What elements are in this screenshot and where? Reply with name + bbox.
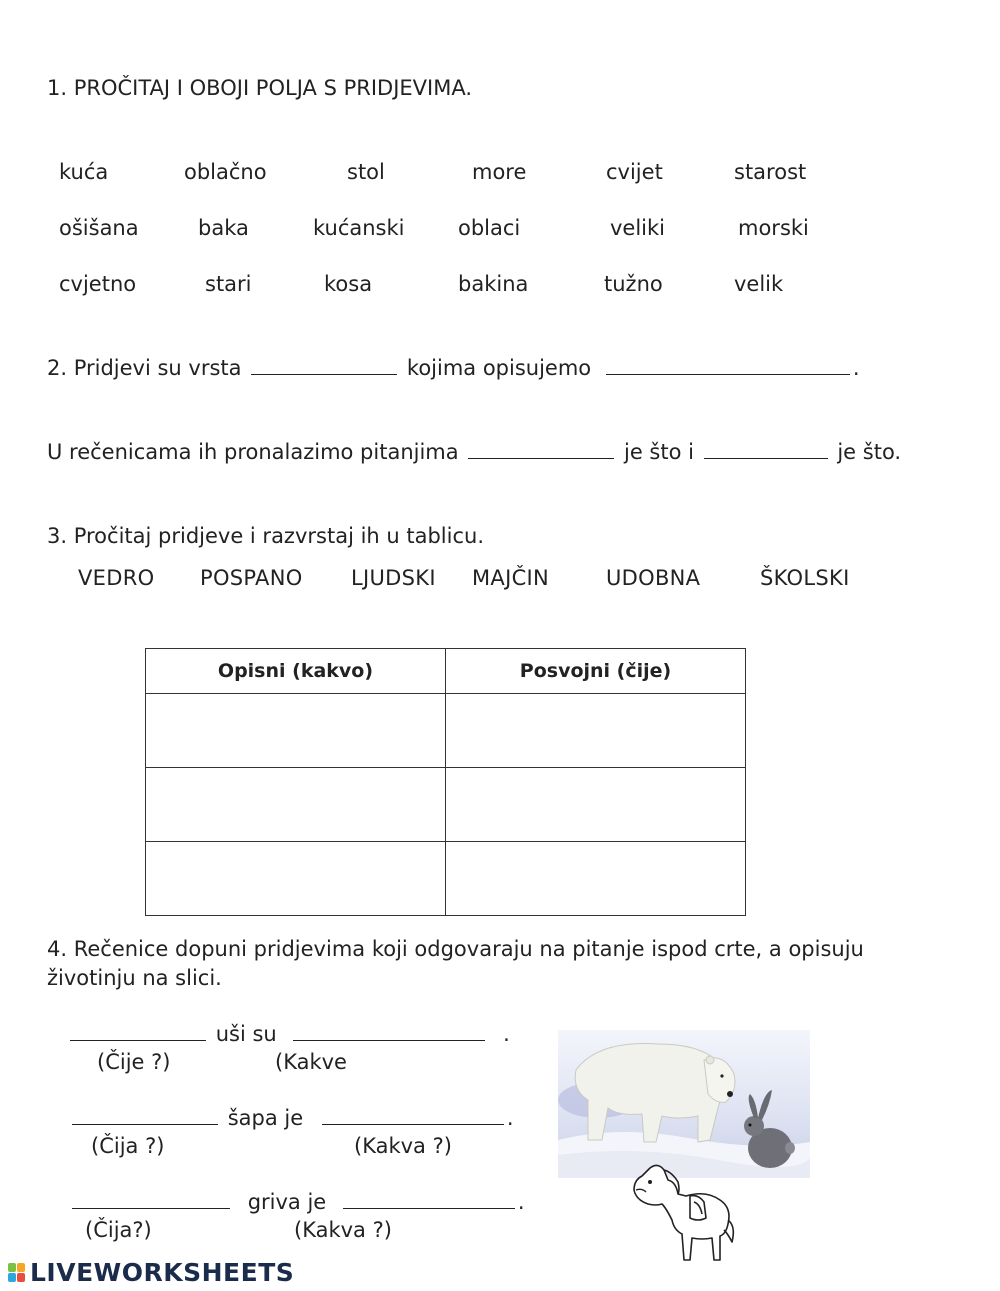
task2-line1-text-b: kojima opisujemo [406, 356, 592, 380]
question-hint: (Čija ?) [91, 1134, 165, 1158]
word-cell[interactable]: kućanski [313, 216, 405, 240]
word-cell[interactable]: kuća [59, 160, 109, 184]
word-cell[interactable]: cvijet [606, 160, 663, 184]
logo-mark-icon [8, 1263, 26, 1283]
task4-sentence-2 [72, 1106, 514, 1130]
table-answer-cell[interactable] [446, 694, 746, 768]
answer-blank[interactable] [251, 356, 397, 375]
polar-bear-icon [575, 1044, 735, 1142]
answer-blank[interactable] [70, 1022, 206, 1041]
sort-word: LJUDSKI [351, 566, 436, 590]
word-cell[interactable]: veliki [610, 216, 666, 240]
table-header-row [146, 649, 746, 694]
answer-blank[interactable] [293, 1022, 485, 1041]
task4-sentence-3 [72, 1190, 525, 1214]
sort-word: POSPANO [200, 566, 303, 590]
sort-table [145, 648, 746, 916]
horse-image [628, 1160, 738, 1268]
task4-sentence-1 [70, 1022, 510, 1046]
task2-line1 [47, 356, 860, 380]
table-answer-cell[interactable] [446, 768, 746, 842]
answer-blank[interactable] [322, 1106, 504, 1125]
word-cell[interactable]: baka [198, 216, 249, 240]
task4-title-line1: 4. Rečenice dopuni pridjevima koji odgovaraju na pitanje ispod crte, a opisuju [47, 937, 864, 961]
question-hint: (Kakve [275, 1050, 347, 1074]
liveworksheets-logo [8, 1258, 294, 1287]
task3-title: 3. Pročitaj pridjeve i razvrstaj ih u tablicu. [47, 524, 485, 548]
table-header-possessive: Posvojni (čije) [446, 649, 746, 694]
answer-blank[interactable] [72, 1190, 230, 1209]
question-hint: (Kakva ?) [294, 1218, 392, 1242]
question-hint: (Čije ?) [97, 1050, 171, 1074]
task1-title: 1. PROČITAJ I OBOJI POLJA S PRIDJEVIMA. [47, 76, 473, 100]
task2-line1-text-a: 2. Pridjevi su vrsta [47, 356, 242, 380]
word-cell[interactable]: stol [347, 160, 385, 184]
answer-blank[interactable] [468, 440, 614, 459]
table-header-descriptive: Opisni (kakvo) [146, 649, 446, 694]
word-cell[interactable]: oblačno [184, 160, 267, 184]
word-cell[interactable]: stari [205, 272, 252, 296]
table-row [146, 842, 746, 916]
word-cell[interactable]: oblaci [458, 216, 521, 240]
task4-title-line2: životinju na slici. [47, 966, 222, 990]
question-hint: (Kakva ?) [354, 1134, 452, 1158]
task2-line2-text-a: U rečenicama ih pronalazimo pitanjima [47, 440, 459, 464]
word-cell[interactable]: kosa [324, 272, 373, 296]
task2-line1-end: . [852, 356, 860, 380]
word-cell[interactable]: velik [734, 272, 784, 296]
sort-word: MAJČIN [472, 566, 550, 590]
sort-word: UDOBNA [606, 566, 701, 590]
table-answer-cell[interactable] [146, 842, 446, 916]
table-answer-cell[interactable] [146, 768, 446, 842]
task2-line2-text-c: je što. [837, 440, 902, 464]
sentence-word: griva je [247, 1190, 327, 1214]
sentence-word: uši su [215, 1022, 277, 1046]
word-cell[interactable]: cvjetno [59, 272, 137, 296]
sentence-word: šapa je [227, 1106, 304, 1130]
answer-blank[interactable] [343, 1190, 515, 1209]
word-cell[interactable]: ošišana [59, 216, 139, 240]
answer-blank[interactable] [72, 1106, 218, 1125]
answer-blank[interactable] [606, 356, 850, 375]
word-cell[interactable]: starost [734, 160, 807, 184]
horse-icon [634, 1165, 733, 1260]
sentence-end: . [506, 1106, 514, 1130]
table-answer-cell[interactable] [446, 842, 746, 916]
sort-word: VEDRO [78, 566, 155, 590]
table-answer-cell[interactable] [146, 694, 446, 768]
sort-word: ŠKOLSKI [760, 566, 850, 590]
word-cell[interactable]: bakina [458, 272, 529, 296]
question-hint: (Čija?) [85, 1218, 152, 1242]
logo-text: LIVEWORKSHEETS [30, 1258, 295, 1287]
polar-bear-rabbit-image [558, 1030, 810, 1178]
answer-blank[interactable] [704, 440, 828, 459]
word-cell[interactable]: morski [738, 216, 809, 240]
word-cell[interactable]: tužno [604, 272, 663, 296]
task2-line2 [47, 440, 901, 464]
word-cell[interactable]: more [472, 160, 527, 184]
table-row [146, 694, 746, 768]
table-row [146, 768, 746, 842]
sentence-end: . [517, 1190, 525, 1214]
task2-line2-text-b: je što i [624, 440, 694, 464]
sentence-end: . [503, 1022, 510, 1046]
